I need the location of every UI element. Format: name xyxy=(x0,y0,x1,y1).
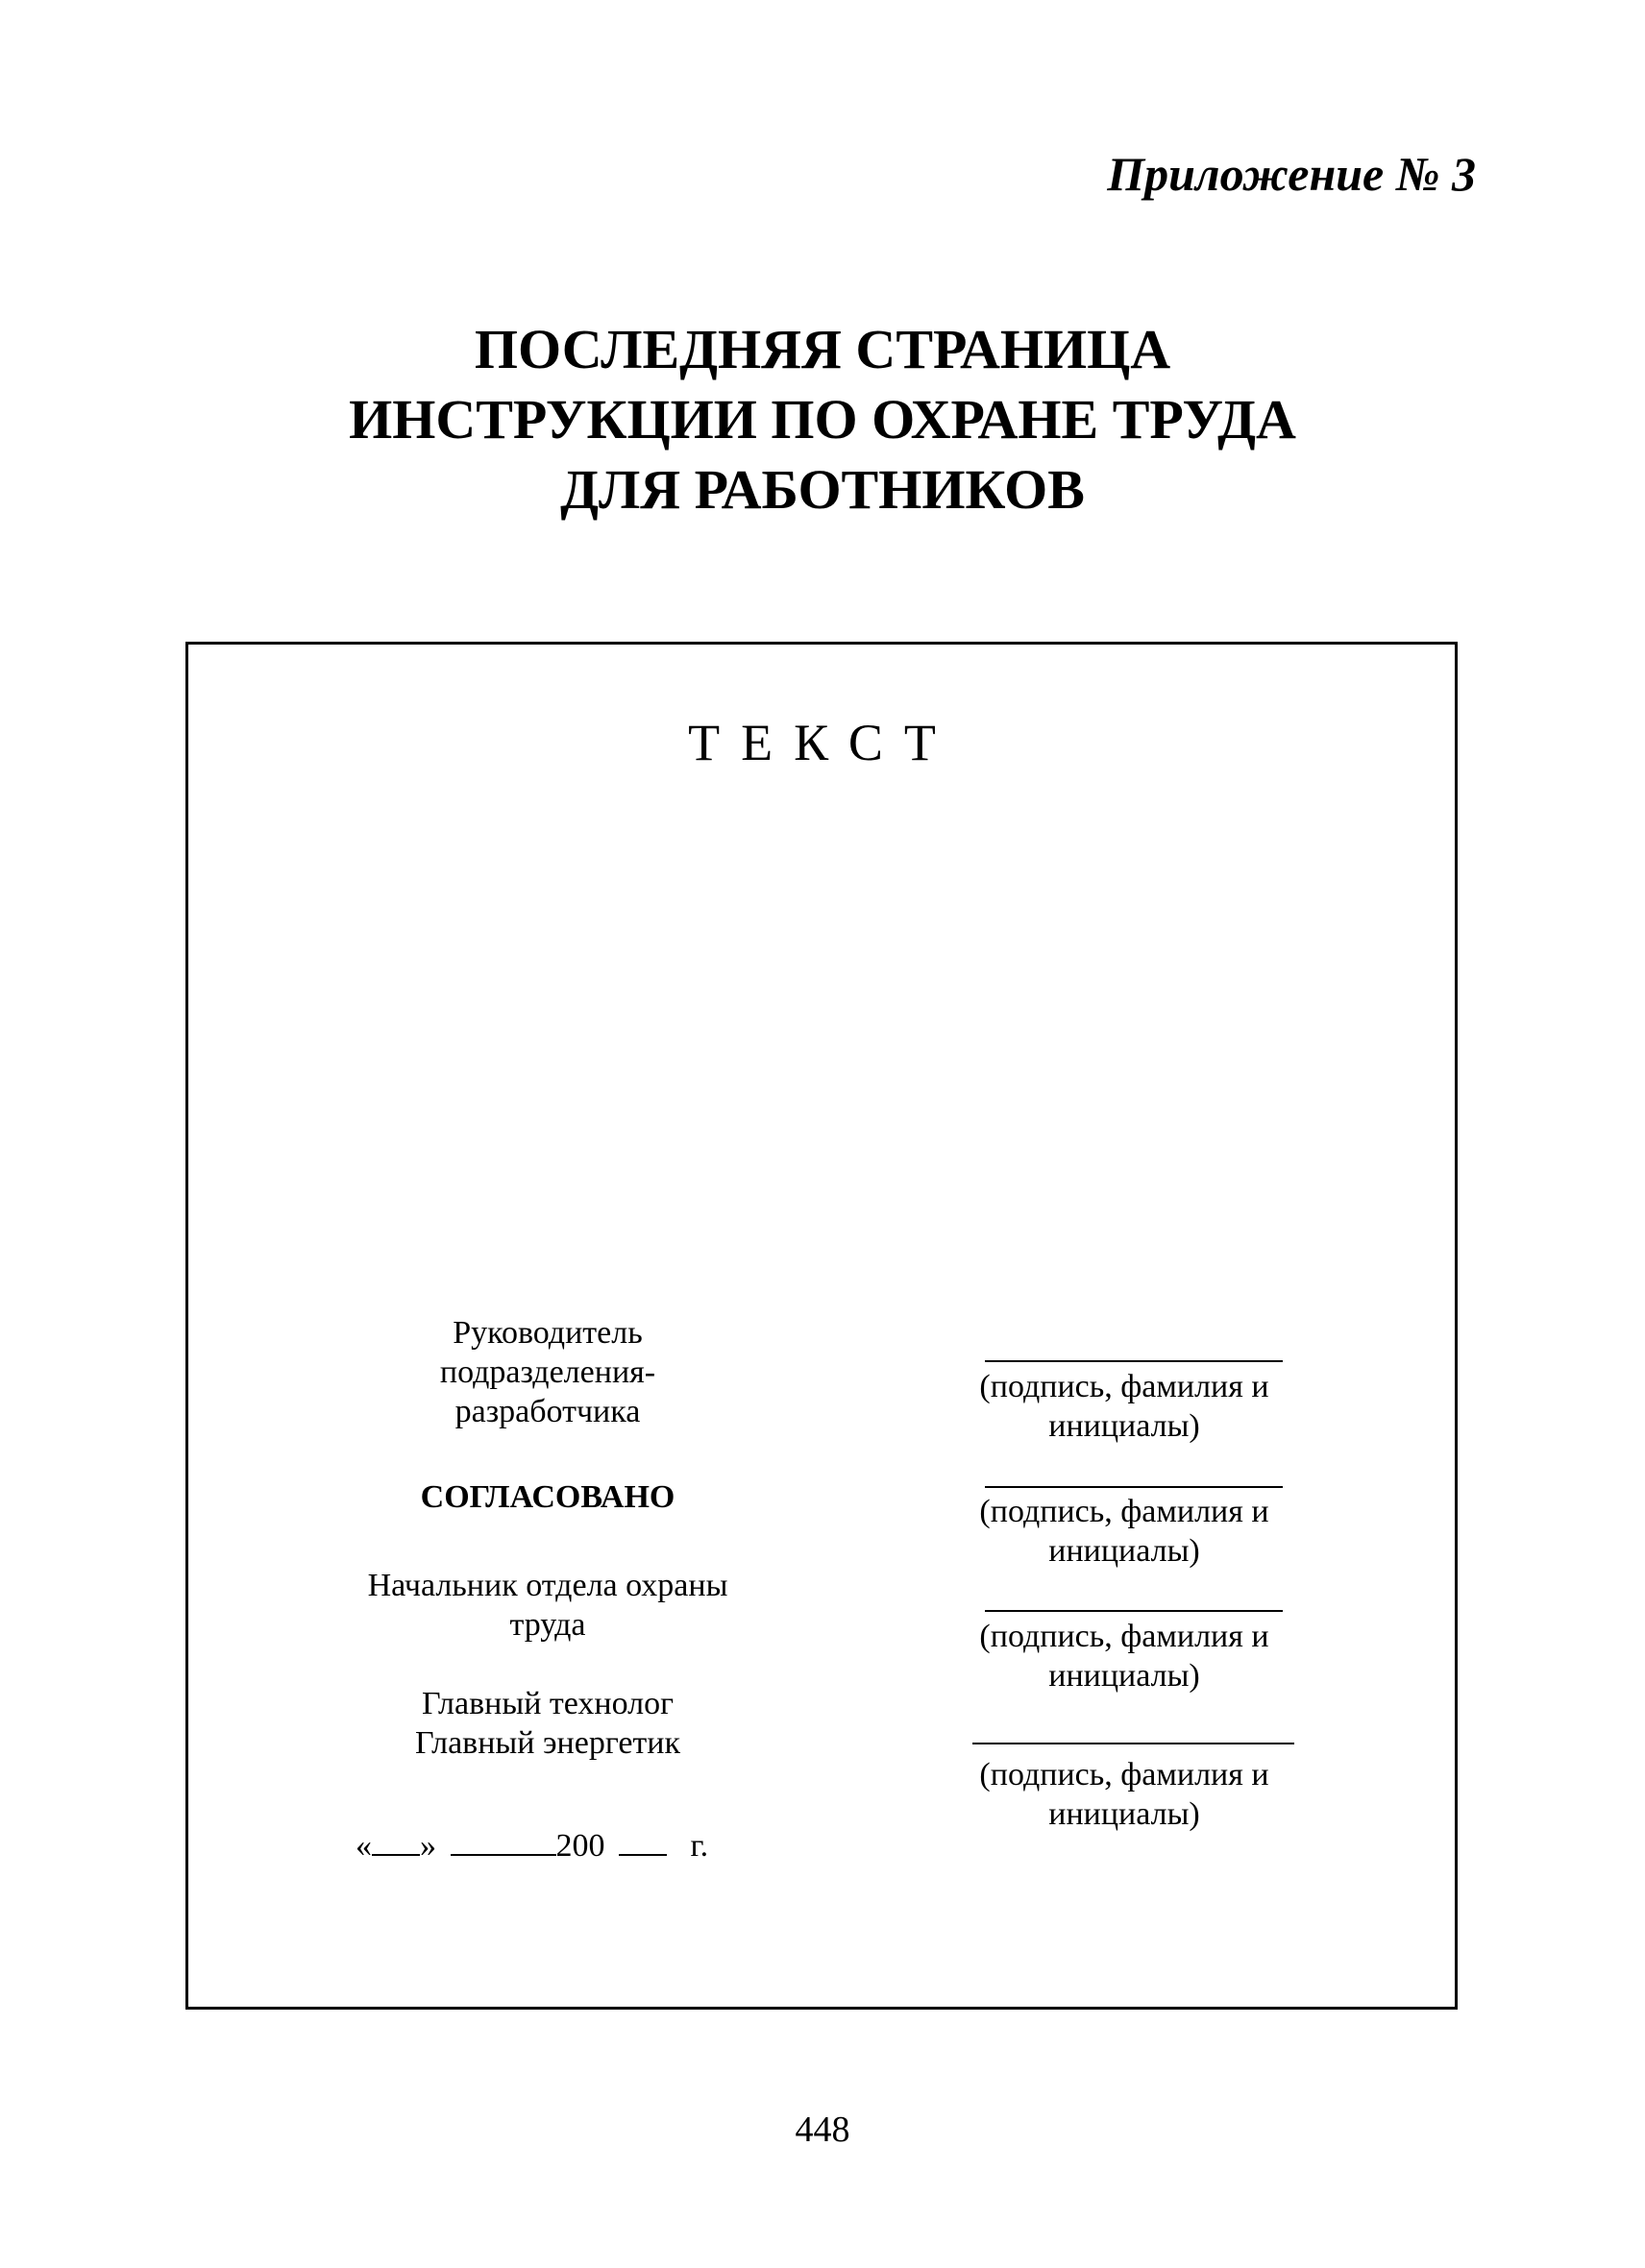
head-of-unit-line-2: подразделения- xyxy=(439,1354,656,1390)
safety-dept-head-line-1: Начальник отдела охраны xyxy=(367,1568,728,1603)
signature-caption-3 xyxy=(951,1617,1297,1695)
document-title xyxy=(0,314,1645,524)
signature-caption-3-line-1: (подпись, фамилия и xyxy=(979,1619,1269,1654)
head-of-unit-line-3: разработчика xyxy=(454,1394,641,1429)
approved-label: СОГЛАСОВАНО xyxy=(420,1479,675,1515)
day-blank xyxy=(372,1825,420,1856)
signature-line-2 xyxy=(985,1486,1283,1488)
year-blank xyxy=(619,1825,667,1856)
body-text-heading: ТЕКСТ xyxy=(688,714,957,771)
signature-line-4 xyxy=(972,1743,1294,1744)
signature-caption-1 xyxy=(951,1367,1297,1446)
signature-caption-4 xyxy=(951,1755,1297,1834)
safety-dept-head-line-2: труда xyxy=(509,1607,586,1643)
title-line-1: ПОСЛЕДНЯЯ СТРАНИЦА xyxy=(474,318,1171,380)
signature-line-1 xyxy=(985,1360,1283,1362)
date-close-quote: » xyxy=(420,1828,436,1864)
year-suffix: г. xyxy=(690,1828,709,1864)
signature-caption-2-line-1: (подпись, фамилия и xyxy=(979,1494,1269,1529)
safety-dept-head-label xyxy=(317,1566,778,1645)
chief-power-engineer-label: Главный энергетик xyxy=(415,1725,680,1761)
month-blank xyxy=(451,1825,556,1856)
signature-caption-1-line-1: (подпись, фамилия и xyxy=(979,1369,1269,1404)
signature-caption-3-line-2: инициалы) xyxy=(1048,1658,1200,1694)
signature-caption-4-line-1: (подпись, фамилия и xyxy=(979,1757,1269,1792)
signature-caption-4-line-2: инициалы) xyxy=(1048,1796,1200,1832)
appendix-label: Приложение № 3 xyxy=(1107,147,1476,201)
signature-caption-2-line-2: инициалы) xyxy=(1048,1533,1200,1569)
signature-line-3 xyxy=(985,1610,1283,1612)
year-prefix: 200 xyxy=(555,1828,605,1864)
head-of-unit-line-1: Руководитель xyxy=(453,1315,643,1351)
signature-caption-1-line-2: инициалы) xyxy=(1048,1408,1200,1444)
date-open-quote: « xyxy=(356,1828,372,1864)
date-line xyxy=(356,1825,708,1865)
chief-technologist-label: Главный технолог xyxy=(421,1686,675,1721)
page-number: 448 xyxy=(795,2109,850,2150)
signature-caption-2 xyxy=(951,1492,1297,1571)
title-line-3: ДЛЯ РАБОТНИКОВ xyxy=(560,458,1085,521)
head-of-unit-label xyxy=(317,1313,778,1431)
title-line-2: ИНСТРУКЦИИ ПО ОХРАНЕ ТРУДА xyxy=(349,388,1296,451)
